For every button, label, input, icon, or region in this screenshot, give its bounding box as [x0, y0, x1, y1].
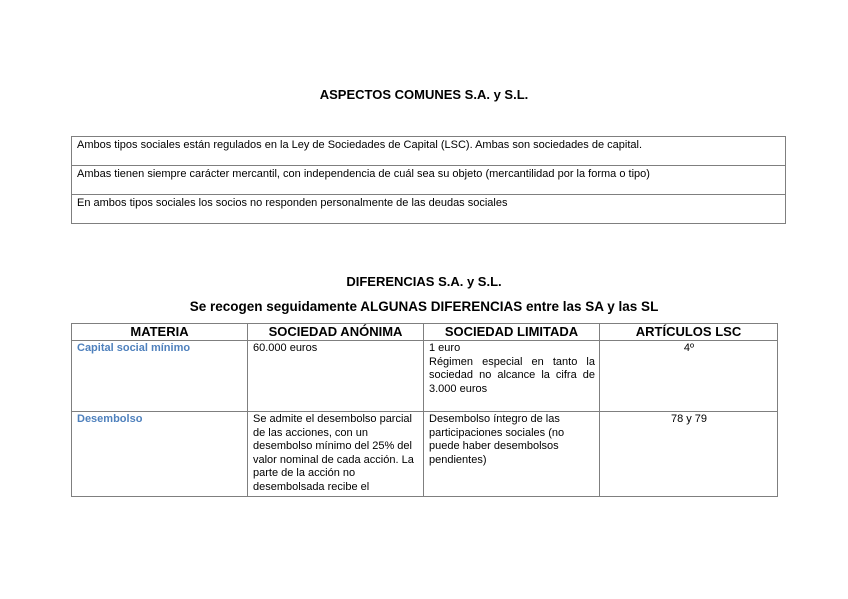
header-articulos-lsc: ARTÍCULOS LSC: [600, 324, 778, 341]
sl-cell-line: 1 euro: [429, 342, 461, 354]
common-aspects-table: [71, 136, 786, 224]
sl-cell: Desembolso íntegro de las participaciones sociales (no puede haber desembolsos pendientes): [424, 412, 600, 497]
differences-table: [71, 323, 778, 497]
materia-cell: Desembolso: [72, 412, 248, 497]
header-sociedad-anonima: SOCIEDAD ANÓNIMA: [248, 324, 424, 341]
table-row: [72, 341, 778, 412]
table-header-row: [72, 324, 778, 341]
table-row: [72, 166, 786, 195]
table-row: [72, 412, 778, 497]
header-sociedad-limitada: SOCIEDAD LIMITADA: [424, 324, 600, 341]
sl-cell: [424, 341, 600, 412]
common-aspects-title: ASPECTOS COMUNES S.A. y S.L.: [319, 87, 529, 102]
differences-subtitle: Se recogen seguidamente ALGUNAS DIFERENCIAS entre las SA y las SL: [189, 299, 659, 314]
table-row: [72, 195, 786, 224]
header-materia: MATERIA: [72, 324, 248, 341]
sa-cell-text: Se admite el desembolso parcial de las acciones, con un desembolso mínimo del 25% del valor nominal de cada acción. La parte de la acción no desembolsada recibe el: [253, 413, 414, 493]
articulos-cell: 78 y 79: [600, 412, 778, 497]
sa-cell: 60.000 euros: [248, 341, 424, 412]
sl-cell-line: Régimen especial en tanto la sociedad no alcance la cifra de 3.000 euros: [429, 355, 595, 395]
sa-cell: [248, 412, 424, 497]
materia-cell: Capital social mínimo: [72, 341, 248, 412]
table-row: [72, 137, 786, 166]
articulos-cell: 4º: [600, 341, 778, 412]
common-aspect-cell: En ambos tipos sociales los socios no responden personalmente de las deudas sociales: [72, 195, 786, 224]
common-aspect-cell: Ambos tipos sociales están regulados en la Ley de Sociedades de Capital (LSC). Ambas son sociedades de capital.: [72, 137, 786, 166]
differences-title: DIFERENCIAS S.A. y S.L.: [346, 274, 502, 289]
common-aspect-cell: Ambas tienen siempre carácter mercantil, con independencia de cuál sea su objeto (mercantilidad por la forma o tipo): [72, 166, 786, 195]
